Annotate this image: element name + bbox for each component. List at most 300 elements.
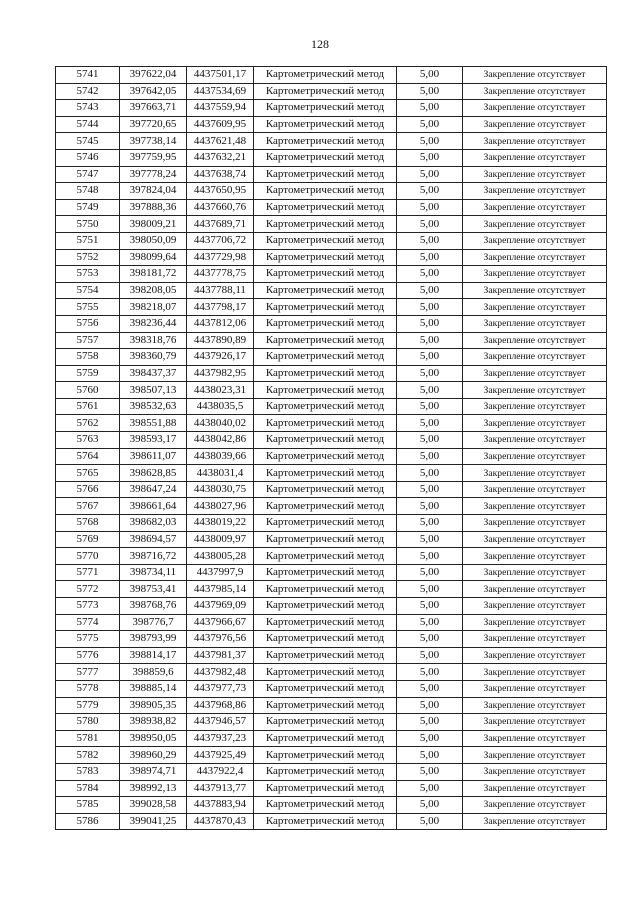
method-cell: Картометрический метод — [254, 448, 397, 465]
y-coordinate-cell: 4437706,72 — [187, 232, 254, 249]
table-row — [56, 349, 607, 366]
point-number-cell: 5760 — [56, 382, 120, 399]
table-row — [56, 664, 607, 681]
x-coordinate-cell: 398593,17 — [120, 432, 187, 449]
x-coordinate-cell: 398974,71 — [120, 763, 187, 780]
fixation-cell: Закрепление отсутствует — [463, 465, 607, 482]
point-number-cell: 5763 — [56, 432, 120, 449]
x-coordinate-cell: 398960,29 — [120, 747, 187, 764]
method-cell: Картометрический метод — [254, 548, 397, 565]
fixation-cell: Закрепление отсутствует — [463, 232, 607, 249]
table-row — [56, 465, 607, 482]
table-row — [56, 548, 607, 565]
fixation-cell: Закрепление отсутствует — [463, 216, 607, 233]
y-coordinate-cell: 4437981,37 — [187, 647, 254, 664]
page-number: 128 — [311, 37, 329, 51]
y-coordinate-cell: 4437969,09 — [187, 598, 254, 615]
fixation-cell: Закрепление отсутствует — [463, 315, 607, 332]
fixation-cell: Закрепление отсутствует — [463, 813, 607, 830]
table-row — [56, 199, 607, 216]
accuracy-cell: 5,00 — [397, 432, 463, 449]
x-coordinate-cell: 398099,64 — [120, 249, 187, 266]
x-coordinate-cell: 398218,07 — [120, 299, 187, 316]
table-row — [56, 531, 607, 548]
point-number-cell: 5780 — [56, 714, 120, 731]
fixation-cell: Закрепление отсутствует — [463, 647, 607, 664]
fixation-cell: Закрепление отсутствует — [463, 282, 607, 299]
accuracy-cell: 5,00 — [397, 631, 463, 648]
fixation-cell: Закрепление отсутствует — [463, 531, 607, 548]
y-coordinate-cell: 4438042,86 — [187, 432, 254, 449]
accuracy-cell: 5,00 — [397, 747, 463, 764]
point-number-cell: 5782 — [56, 747, 120, 764]
x-coordinate-cell: 398682,03 — [120, 515, 187, 532]
y-coordinate-cell: 4437638,74 — [187, 166, 254, 183]
x-coordinate-cell: 398437,37 — [120, 365, 187, 382]
table-row — [56, 797, 607, 814]
point-number-cell: 5745 — [56, 133, 120, 150]
method-cell: Картометрический метод — [254, 266, 397, 283]
fixation-cell: Закрепление отсутствует — [463, 199, 607, 216]
fixation-cell: Закрепление отсутствует — [463, 714, 607, 731]
accuracy-cell: 5,00 — [397, 564, 463, 581]
method-cell: Картометрический метод — [254, 332, 397, 349]
method-cell: Картометрический метод — [254, 100, 397, 117]
table-row — [56, 598, 607, 615]
coordinates-table — [55, 66, 607, 830]
y-coordinate-cell: 4437812,06 — [187, 315, 254, 332]
x-coordinate-cell: 398938,82 — [120, 714, 187, 731]
accuracy-cell: 5,00 — [397, 780, 463, 797]
accuracy-cell: 5,00 — [397, 166, 463, 183]
fixation-cell: Закрепление отсутствует — [463, 133, 607, 150]
y-coordinate-cell: 4438027,96 — [187, 498, 254, 515]
method-cell: Картометрический метод — [254, 763, 397, 780]
y-coordinate-cell: 4437729,98 — [187, 249, 254, 266]
method-cell: Картометрический метод — [254, 199, 397, 216]
table-row — [56, 680, 607, 697]
fixation-cell: Закрепление отсутствует — [463, 697, 607, 714]
accuracy-cell: 5,00 — [397, 299, 463, 316]
method-cell: Картометрический метод — [254, 564, 397, 581]
table-row — [56, 315, 607, 332]
x-coordinate-cell: 399028,58 — [120, 797, 187, 814]
fixation-cell: Закрепление отсутствует — [463, 100, 607, 117]
point-number-cell: 5764 — [56, 448, 120, 465]
point-number-cell: 5774 — [56, 614, 120, 631]
fixation-cell: Закрепление отсутствует — [463, 365, 607, 382]
table-row — [56, 515, 607, 532]
x-coordinate-cell: 397778,24 — [120, 166, 187, 183]
point-number-cell: 5756 — [56, 315, 120, 332]
table-row — [56, 249, 607, 266]
point-number-cell: 5779 — [56, 697, 120, 714]
table-row — [56, 614, 607, 631]
method-cell: Картометрический метод — [254, 166, 397, 183]
x-coordinate-cell: 398507,13 — [120, 382, 187, 399]
table-row — [56, 631, 607, 648]
y-coordinate-cell: 4437778,75 — [187, 266, 254, 283]
fixation-cell: Закрепление отсутствует — [463, 680, 607, 697]
x-coordinate-cell: 397663,71 — [120, 100, 187, 117]
table-row — [56, 100, 607, 117]
x-coordinate-cell: 398694,57 — [120, 531, 187, 548]
fixation-cell: Закрепление отсутствует — [463, 349, 607, 366]
point-number-cell: 5761 — [56, 398, 120, 415]
accuracy-cell: 5,00 — [397, 315, 463, 332]
accuracy-cell: 5,00 — [397, 680, 463, 697]
method-cell: Картометрический метод — [254, 315, 397, 332]
point-number-cell: 5773 — [56, 598, 120, 615]
method-cell: Картометрический метод — [254, 680, 397, 697]
point-number-cell: 5742 — [56, 83, 120, 100]
fixation-cell: Закрепление отсутствует — [463, 548, 607, 565]
point-number-cell: 5771 — [56, 564, 120, 581]
accuracy-cell: 5,00 — [397, 365, 463, 382]
accuracy-cell: 5,00 — [397, 216, 463, 233]
method-cell: Картометрический метод — [254, 647, 397, 664]
y-coordinate-cell: 4437925,49 — [187, 747, 254, 764]
x-coordinate-cell: 398753,41 — [120, 581, 187, 598]
fixation-cell: Закрепление отсутствует — [463, 515, 607, 532]
x-coordinate-cell: 398793,99 — [120, 631, 187, 648]
y-coordinate-cell: 4437559,94 — [187, 100, 254, 117]
method-cell: Картометрический метод — [254, 183, 397, 200]
accuracy-cell: 5,00 — [397, 465, 463, 482]
y-coordinate-cell: 4437976,56 — [187, 631, 254, 648]
table-row — [56, 398, 607, 415]
table-row — [56, 730, 607, 747]
x-coordinate-cell: 398992,13 — [120, 780, 187, 797]
method-cell: Картометрический метод — [254, 697, 397, 714]
method-cell: Картометрический метод — [254, 282, 397, 299]
y-coordinate-cell: 4437926,17 — [187, 349, 254, 366]
accuracy-cell: 5,00 — [397, 100, 463, 117]
y-coordinate-cell: 4438035,5 — [187, 398, 254, 415]
x-coordinate-cell: 398814,17 — [120, 647, 187, 664]
point-number-cell: 5785 — [56, 797, 120, 814]
x-coordinate-cell: 397824,04 — [120, 183, 187, 200]
method-cell: Картометрический метод — [254, 216, 397, 233]
y-coordinate-cell: 4437609,95 — [187, 116, 254, 133]
x-coordinate-cell: 398768,76 — [120, 598, 187, 615]
accuracy-cell: 5,00 — [397, 282, 463, 299]
table-row — [56, 747, 607, 764]
point-number-cell: 5784 — [56, 780, 120, 797]
method-cell: Картометрический метод — [254, 116, 397, 133]
point-number-cell: 5776 — [56, 647, 120, 664]
y-coordinate-cell: 4437913,77 — [187, 780, 254, 797]
table-row — [56, 282, 607, 299]
point-number-cell: 5769 — [56, 531, 120, 548]
x-coordinate-cell: 397888,36 — [120, 199, 187, 216]
y-coordinate-cell: 4437982,48 — [187, 664, 254, 681]
y-coordinate-cell: 4437689,71 — [187, 216, 254, 233]
y-coordinate-cell: 4437997,9 — [187, 564, 254, 581]
method-cell: Картометрический метод — [254, 813, 397, 830]
table-row — [56, 365, 607, 382]
fixation-cell: Закрепление отсутствует — [463, 67, 607, 84]
accuracy-cell: 5,00 — [397, 647, 463, 664]
table-row — [56, 83, 607, 100]
y-coordinate-cell: 4437534,69 — [187, 83, 254, 100]
table-row — [56, 780, 607, 797]
x-coordinate-cell: 398532,63 — [120, 398, 187, 415]
table-row — [56, 299, 607, 316]
method-cell: Картометрический метод — [254, 714, 397, 731]
fixation-cell: Закрепление отсутствует — [463, 730, 607, 747]
fixation-cell: Закрепление отсутствует — [463, 481, 607, 498]
accuracy-cell: 5,00 — [397, 133, 463, 150]
x-coordinate-cell: 397642,05 — [120, 83, 187, 100]
method-cell: Картометрический метод — [254, 83, 397, 100]
fixation-cell: Закрепление отсутствует — [463, 631, 607, 648]
table-row — [56, 415, 607, 432]
accuracy-cell: 5,00 — [397, 349, 463, 366]
y-coordinate-cell: 4437870,43 — [187, 813, 254, 830]
accuracy-cell: 5,00 — [397, 730, 463, 747]
accuracy-cell: 5,00 — [397, 548, 463, 565]
fixation-cell: Закрепление отсутствует — [463, 398, 607, 415]
fixation-cell: Закрепление отсутствует — [463, 448, 607, 465]
table-row — [56, 382, 607, 399]
accuracy-cell: 5,00 — [397, 714, 463, 731]
point-number-cell: 5775 — [56, 631, 120, 648]
table-row — [56, 67, 607, 84]
point-number-cell: 5743 — [56, 100, 120, 117]
table-row — [56, 332, 607, 349]
point-number-cell: 5758 — [56, 349, 120, 366]
fixation-cell: Закрепление отсутствует — [463, 780, 607, 797]
y-coordinate-cell: 4438009,97 — [187, 531, 254, 548]
point-number-cell: 5746 — [56, 149, 120, 166]
table-row — [56, 481, 607, 498]
accuracy-cell: 5,00 — [397, 149, 463, 166]
method-cell: Картометрический метод — [254, 382, 397, 399]
method-cell: Картометрический метод — [254, 498, 397, 515]
point-number-cell: 5770 — [56, 548, 120, 565]
fixation-cell: Закрепление отсутствует — [463, 249, 607, 266]
point-number-cell: 5755 — [56, 299, 120, 316]
x-coordinate-cell: 398611,07 — [120, 448, 187, 465]
x-coordinate-cell: 398181,72 — [120, 266, 187, 283]
point-number-cell: 5747 — [56, 166, 120, 183]
x-coordinate-cell: 398050,09 — [120, 232, 187, 249]
accuracy-cell: 5,00 — [397, 266, 463, 283]
y-coordinate-cell: 4437501,17 — [187, 67, 254, 84]
accuracy-cell: 5,00 — [397, 763, 463, 780]
method-cell: Картометрический метод — [254, 149, 397, 166]
x-coordinate-cell: 397622,04 — [120, 67, 187, 84]
y-coordinate-cell: 4437985,14 — [187, 581, 254, 598]
x-coordinate-cell: 398647,24 — [120, 481, 187, 498]
accuracy-cell: 5,00 — [397, 515, 463, 532]
point-number-cell: 5750 — [56, 216, 120, 233]
method-cell: Картометрический метод — [254, 349, 397, 366]
accuracy-cell: 5,00 — [397, 199, 463, 216]
x-coordinate-cell: 398208,05 — [120, 282, 187, 299]
y-coordinate-cell: 4438039,66 — [187, 448, 254, 465]
method-cell: Картометрический метод — [254, 249, 397, 266]
table-row — [56, 448, 607, 465]
point-number-cell: 5751 — [56, 232, 120, 249]
table-row — [56, 564, 607, 581]
table-row — [56, 232, 607, 249]
method-cell: Картометрический метод — [254, 515, 397, 532]
x-coordinate-cell: 398905,35 — [120, 697, 187, 714]
y-coordinate-cell: 4437968,86 — [187, 697, 254, 714]
y-coordinate-cell: 4437788,11 — [187, 282, 254, 299]
x-coordinate-cell: 399041,25 — [120, 813, 187, 830]
x-coordinate-cell: 398734,11 — [120, 564, 187, 581]
x-coordinate-cell: 398661,64 — [120, 498, 187, 515]
x-coordinate-cell: 398009,21 — [120, 216, 187, 233]
method-cell: Картометрический метод — [254, 797, 397, 814]
accuracy-cell: 5,00 — [397, 531, 463, 548]
fixation-cell: Закрепление отсутствует — [463, 332, 607, 349]
table-row — [56, 216, 607, 233]
x-coordinate-cell: 398318,76 — [120, 332, 187, 349]
fixation-cell: Закрепление отсутствует — [463, 747, 607, 764]
point-number-cell: 5741 — [56, 67, 120, 84]
y-coordinate-cell: 4437883,94 — [187, 797, 254, 814]
fixation-cell: Закрепление отсутствует — [463, 382, 607, 399]
point-number-cell: 5757 — [56, 332, 120, 349]
method-cell: Картометрический метод — [254, 780, 397, 797]
fixation-cell: Закрепление отсутствует — [463, 581, 607, 598]
fixation-cell: Закрепление отсутствует — [463, 598, 607, 615]
point-number-cell: 5786 — [56, 813, 120, 830]
x-coordinate-cell: 397759,95 — [120, 149, 187, 166]
x-coordinate-cell: 398360,79 — [120, 349, 187, 366]
point-number-cell: 5759 — [56, 365, 120, 382]
method-cell: Картометрический метод — [254, 598, 397, 615]
method-cell: Картометрический метод — [254, 730, 397, 747]
method-cell: Картометрический метод — [254, 614, 397, 631]
table-row — [56, 266, 607, 283]
x-coordinate-cell: 398716,72 — [120, 548, 187, 565]
y-coordinate-cell: 4437982,95 — [187, 365, 254, 382]
method-cell: Картометрический метод — [254, 664, 397, 681]
y-coordinate-cell: 4437946,57 — [187, 714, 254, 731]
table-row — [56, 166, 607, 183]
x-coordinate-cell: 397738,14 — [120, 133, 187, 150]
method-cell: Картометрический метод — [254, 415, 397, 432]
accuracy-cell: 5,00 — [397, 481, 463, 498]
y-coordinate-cell: 4437621,48 — [187, 133, 254, 150]
method-cell: Картометрический метод — [254, 581, 397, 598]
y-coordinate-cell: 4437632,21 — [187, 149, 254, 166]
y-coordinate-cell: 4437966,67 — [187, 614, 254, 631]
accuracy-cell: 5,00 — [397, 232, 463, 249]
fixation-cell: Закрепление отсутствует — [463, 116, 607, 133]
x-coordinate-cell: 398628,85 — [120, 465, 187, 482]
accuracy-cell: 5,00 — [397, 498, 463, 515]
method-cell: Картометрический метод — [254, 631, 397, 648]
x-coordinate-cell: 397720,65 — [120, 116, 187, 133]
fixation-cell: Закрепление отсутствует — [463, 498, 607, 515]
method-cell: Картометрический метод — [254, 232, 397, 249]
fixation-cell: Закрепление отсутствует — [463, 664, 607, 681]
table-row — [56, 697, 607, 714]
method-cell: Картометрический метод — [254, 465, 397, 482]
y-coordinate-cell: 4437660,76 — [187, 199, 254, 216]
coordinates-table-body — [56, 67, 607, 830]
fixation-cell: Закрепление отсутствует — [463, 83, 607, 100]
method-cell: Картометрический метод — [254, 133, 397, 150]
point-number-cell: 5765 — [56, 465, 120, 482]
x-coordinate-cell: 398776,7 — [120, 614, 187, 631]
point-number-cell: 5762 — [56, 415, 120, 432]
accuracy-cell: 5,00 — [397, 398, 463, 415]
y-coordinate-cell: 4438019,22 — [187, 515, 254, 532]
accuracy-cell: 5,00 — [397, 332, 463, 349]
point-number-cell: 5778 — [56, 680, 120, 697]
point-number-cell: 5748 — [56, 183, 120, 200]
y-coordinate-cell: 4438040,02 — [187, 415, 254, 432]
table-row — [56, 813, 607, 830]
y-coordinate-cell: 4437650,95 — [187, 183, 254, 200]
accuracy-cell: 5,00 — [397, 249, 463, 266]
accuracy-cell: 5,00 — [397, 382, 463, 399]
fixation-cell: Закрепление отсутствует — [463, 299, 607, 316]
table-row — [56, 116, 607, 133]
y-coordinate-cell: 4438023,31 — [187, 382, 254, 399]
accuracy-cell: 5,00 — [397, 813, 463, 830]
accuracy-cell: 5,00 — [397, 183, 463, 200]
y-coordinate-cell: 4438031,4 — [187, 465, 254, 482]
accuracy-cell: 5,00 — [397, 664, 463, 681]
x-coordinate-cell: 398859,6 — [120, 664, 187, 681]
accuracy-cell: 5,00 — [397, 415, 463, 432]
accuracy-cell: 5,00 — [397, 83, 463, 100]
table-row — [56, 432, 607, 449]
fixation-cell: Закрепление отсутствует — [463, 266, 607, 283]
table-row — [56, 149, 607, 166]
method-cell: Картометрический метод — [254, 365, 397, 382]
point-number-cell: 5754 — [56, 282, 120, 299]
y-coordinate-cell: 4438030,75 — [187, 481, 254, 498]
accuracy-cell: 5,00 — [397, 581, 463, 598]
fixation-cell: Закрепление отсутствует — [463, 614, 607, 631]
method-cell: Картометрический метод — [254, 67, 397, 84]
fixation-cell: Закрепление отсутствует — [463, 149, 607, 166]
x-coordinate-cell: 398551,88 — [120, 415, 187, 432]
accuracy-cell: 5,00 — [397, 116, 463, 133]
accuracy-cell: 5,00 — [397, 598, 463, 615]
point-number-cell: 5744 — [56, 116, 120, 133]
point-number-cell: 5783 — [56, 763, 120, 780]
accuracy-cell: 5,00 — [397, 614, 463, 631]
table-row — [56, 763, 607, 780]
table-row — [56, 133, 607, 150]
fixation-cell: Закрепление отсутствует — [463, 432, 607, 449]
y-coordinate-cell: 4437798,17 — [187, 299, 254, 316]
point-number-cell: 5752 — [56, 249, 120, 266]
table-row — [56, 183, 607, 200]
table-row — [56, 647, 607, 664]
table-row — [56, 581, 607, 598]
x-coordinate-cell: 398885,14 — [120, 680, 187, 697]
accuracy-cell: 5,00 — [397, 797, 463, 814]
y-coordinate-cell: 4437890,89 — [187, 332, 254, 349]
x-coordinate-cell: 398950,05 — [120, 730, 187, 747]
method-cell: Картометрический метод — [254, 398, 397, 415]
fixation-cell: Закрепление отсутствует — [463, 166, 607, 183]
point-number-cell: 5772 — [56, 581, 120, 598]
fixation-cell: Закрепление отсутствует — [463, 797, 607, 814]
fixation-cell: Закрепление отсутствует — [463, 415, 607, 432]
